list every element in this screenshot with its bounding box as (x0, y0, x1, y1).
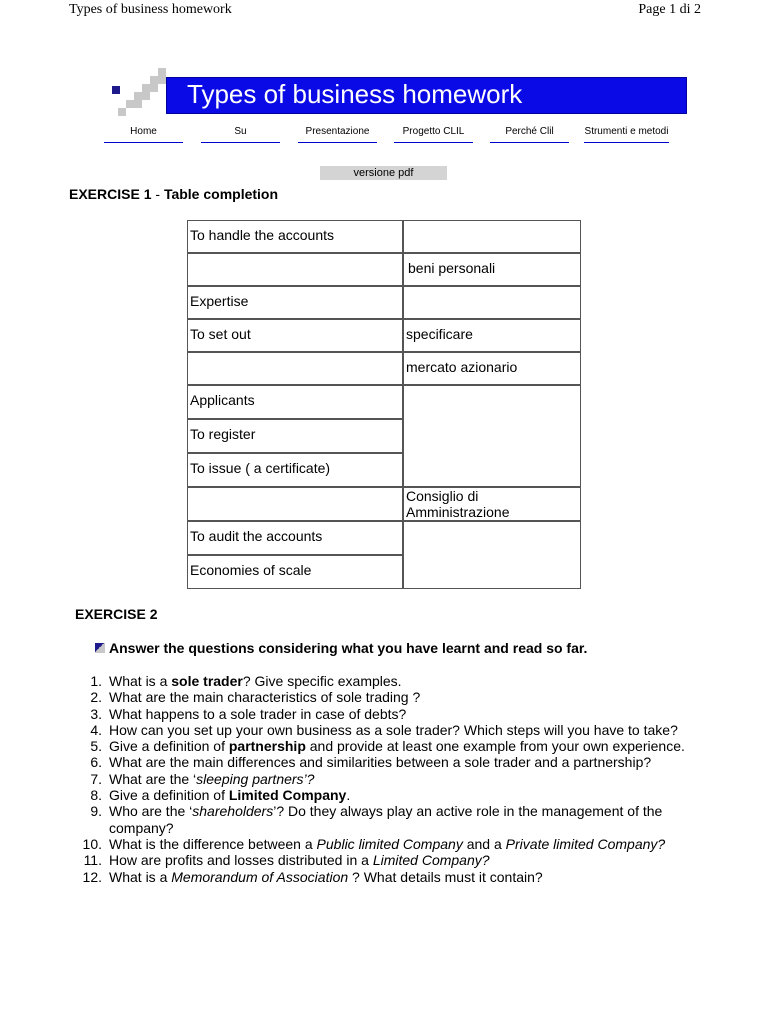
question-text: Private limited Company? (505, 835, 666, 852)
question-text: and provide at least one example from your own experience. (305, 738, 685, 755)
vocabulary-table (186, 219, 583, 590)
question-text: Give a definition of (109, 738, 229, 755)
question-text: How can you set up your own business as a sole trader? Which steps will you have to take? (109, 721, 678, 738)
question-text: shareholders (192, 803, 274, 820)
table-cell-en: Economies of scale (187, 555, 403, 589)
table-cell-it: mercato azionario (403, 352, 581, 385)
question-number: 10. (82, 835, 102, 852)
exercise-1-separator: - (151, 186, 164, 202)
table-cell-it: Consiglio di Amministrazione (403, 487, 581, 521)
question-number: 8. (90, 787, 102, 804)
list-item (70, 869, 710, 885)
top-navigation (104, 125, 674, 143)
logo-squares-icon (112, 68, 174, 118)
table-cell-en (187, 253, 403, 286)
list-item (70, 722, 710, 738)
exercise-1-subtitle: Table completion (163, 186, 279, 202)
instruction-text: Answer the questions considering what you have learnt and read so far. (109, 640, 588, 656)
question-text: sole trader (171, 673, 243, 689)
question-number: 3. (90, 705, 102, 722)
table-cell-en (187, 352, 403, 385)
list-item (70, 706, 710, 722)
question-text: How are profits and losses distributed in a (109, 852, 373, 869)
list-item (70, 771, 710, 787)
table-cell-it (403, 220, 581, 253)
list-item (70, 787, 710, 803)
table-cell-en: Applicants (187, 385, 403, 419)
table-cell-en: To audit the accounts (187, 521, 403, 555)
exercise-1-heading (69, 186, 278, 202)
question-number: 2. (90, 689, 102, 706)
question-text: partnership (228, 738, 306, 755)
table-cell-it-merged (403, 521, 581, 589)
question-text: ? Give specific examples. (242, 673, 402, 689)
question-text: Limited Company (228, 787, 347, 804)
page-number: Page 1 di 2 (638, 2, 701, 17)
nav-link-perche-clil[interactable]: Perché Clil (490, 125, 569, 143)
question-text: What are the main characteristics of sole trading ? (109, 689, 421, 706)
nav-link-su[interactable]: Su (201, 125, 280, 143)
nav-link-progetto-clil[interactable]: Progetto CLIL (394, 125, 473, 143)
list-item (70, 673, 710, 689)
question-number: 12. (82, 868, 102, 885)
title-banner (166, 77, 687, 114)
exercise-2-instruction (95, 640, 587, 656)
nav-link-home[interactable]: Home (104, 125, 183, 143)
question-number: 1. (90, 673, 102, 689)
print-header-title: Types of business homework (69, 2, 232, 17)
exercise-1-title: EXERCISE 1 (69, 186, 152, 202)
table-cell-it: specificare (403, 319, 581, 352)
table-cell-en: Expertise (187, 286, 403, 319)
question-text: What are the main differences and similarities between a sole trader and a partnership? (109, 754, 652, 771)
question-text: Who are the ‘ (109, 803, 193, 820)
question-text: ? What details must it contain? (348, 868, 543, 885)
bullet-squares-icon (95, 643, 105, 653)
question-text: Give a definition of (109, 787, 229, 804)
nav-link-presentazione[interactable]: Presentazione (298, 125, 377, 143)
question-text: What is the difference between a (109, 835, 317, 852)
question-text: ’? Do they always play an active role in the management of the company? (109, 803, 663, 836)
question-number: 9. (90, 803, 102, 820)
table-cell-it-merged (403, 385, 581, 487)
banner-title: Types of business homework (187, 79, 523, 109)
question-text: What is a (109, 868, 172, 885)
question-number: 6. (90, 754, 102, 771)
table-cell-en: To issue ( a certificate) (187, 453, 403, 487)
table-cell-it (403, 286, 581, 319)
table-cell-en: To handle the accounts (187, 220, 403, 253)
question-number: 7. (90, 770, 102, 787)
question-text: . (346, 787, 351, 804)
list-item (70, 852, 710, 868)
table-cell-en (187, 487, 403, 521)
table-cell-it: beni personali (403, 253, 581, 286)
question-number: 4. (90, 721, 102, 738)
question-text: Memorandum of Association (171, 868, 349, 885)
question-text: What are the ‘ (109, 770, 197, 787)
list-item (70, 803, 710, 836)
list-item (70, 754, 710, 770)
question-number: 5. (90, 738, 102, 755)
pdf-version-button[interactable]: versione pdf (320, 166, 447, 180)
question-text: and a (462, 835, 506, 852)
list-item (70, 689, 710, 705)
question-text: Limited Company? (372, 852, 490, 869)
exercise-2-heading: EXERCISE 2 (75, 606, 158, 622)
question-text: What happens to a sole trader in case of debts? (109, 705, 407, 722)
question-text: sleeping partners’? (196, 770, 315, 787)
list-item (70, 738, 710, 754)
question-number: 11. (83, 852, 102, 869)
list-item (70, 836, 710, 852)
table-cell-en: To register (187, 419, 403, 453)
print-header (69, 2, 701, 22)
nav-link-strumenti-e-metodi[interactable]: Strumenti e metodi (584, 125, 669, 143)
question-text: Public limited Company (316, 835, 463, 852)
table-cell-en: To set out (187, 319, 403, 352)
questions-list (70, 673, 710, 885)
question-text: What is a (109, 673, 172, 689)
